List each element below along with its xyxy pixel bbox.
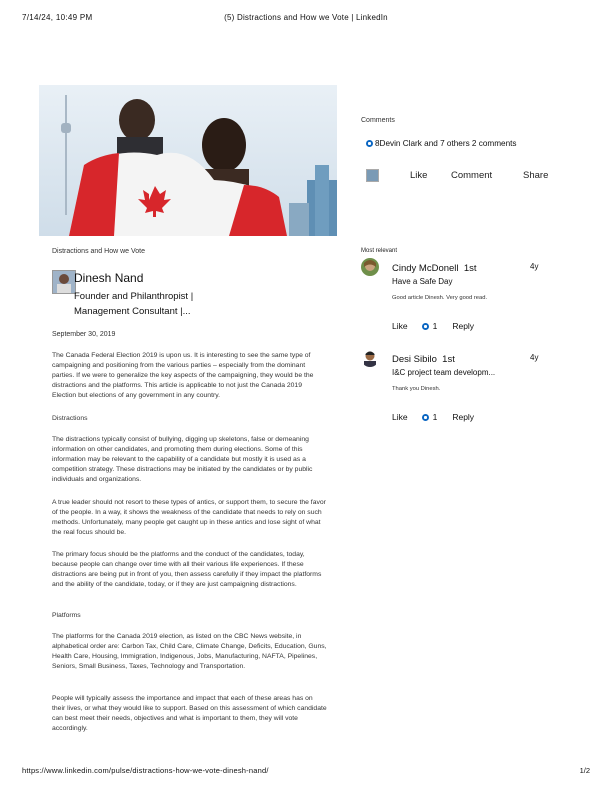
reactions-text[interactable]: 8Devin Clark and 7 others 2 comments	[375, 139, 517, 148]
article-paragraph: The distractions typically consist of bullying, digging up skeletons, false or demeaning information on other candidates, and promoting them during elections. Some of this information may be relevant to the capability of a candidate but mostly it is used as a competition strategy. These distractions may be initiated by the candidates or by public individuals and organizations.	[52, 436, 313, 483]
comment-actions	[392, 412, 474, 422]
comment-text: Thank you Dinesh.	[392, 386, 441, 392]
reply-button[interactable]: Reply	[452, 321, 475, 331]
author-name[interactable]: Dinesh Nand	[74, 271, 144, 285]
share-button[interactable]: Share	[523, 170, 549, 181]
comments-heading: Comments	[361, 117, 395, 124]
comment-sort-dropdown[interactable]: Most relevant	[361, 248, 398, 254]
connection-degree: 1st	[442, 354, 455, 365]
commenter-name[interactable]	[392, 263, 477, 274]
comment-button[interactable]: Comment	[451, 170, 493, 181]
author-avatar[interactable]	[52, 270, 76, 294]
like-reaction-icon	[422, 414, 429, 421]
author-headline-line: Management Consultant |...	[74, 306, 191, 317]
article-paragraph: People will typically assess the importance and impact that each of these areas has on their lives, or what they would like to support. Based on this assessment of which candidate can best meet their needs, objectives and what is important to them, they will vote accordingly.	[52, 695, 327, 732]
comment-actions	[392, 321, 474, 331]
cover-photo-graphic	[39, 85, 337, 236]
article-paragraph: The Canada Federal Election 2019 is upon us. It is interesting to see the same type of campaigning and positioning from the various parties – especially from the dominant parties. If we were to generalize the key aspects of the campaigning, they would be the distractions and the platforms. This article is applicable to not just the Canada 2019 Election but elections of any government in any country.	[52, 352, 314, 399]
article-title: Distractions and How we Vote	[52, 248, 145, 255]
comment-time: 4y	[530, 262, 539, 271]
print-page-title: (5) Distractions and How we Vote | LinkedIn	[224, 13, 388, 22]
like-reaction-icon	[422, 323, 429, 330]
connection-degree: 1st	[463, 263, 477, 274]
like-button[interactable]: Like	[410, 170, 428, 181]
author-headline	[74, 289, 244, 319]
commenter-name-text[interactable]: Desi Sibilo	[392, 354, 437, 365]
user-avatar-icon	[53, 271, 75, 293]
commenter-headline: Have a Safe Day	[392, 277, 453, 286]
commenter-avatar[interactable]	[361, 349, 379, 367]
commenter-headline: I&C project team developm...	[392, 368, 496, 377]
section-heading: Platforms	[52, 612, 81, 619]
commenter-name-text[interactable]: Cindy McDonell	[392, 263, 459, 274]
commenter-name[interactable]	[392, 354, 455, 365]
commenter-avatar[interactable]	[361, 258, 379, 276]
print-date: 7/14/24, 10:49 PM	[22, 13, 93, 22]
user-avatar-icon	[361, 349, 379, 367]
comment-time: 4y	[530, 353, 539, 362]
like-reaction-icon	[366, 140, 373, 147]
article-paragraph: A true leader should not resort to these types of antics, or support them, to secure the favor of the people. In a way, it shows the weakness of the candidate that needs to rely on such methods. Unfortunately, many people get caught up in these antics and lose sight of what the real focus should be.	[52, 499, 326, 536]
article-paragraph: The primary focus should be the platforms and the conduct of the candidates, today, because people can change over time with all their various life experiences. If these distractions are being put in front of you, then assess carefully if they impact the platforms and the ability of the candidate, today, or if they are just campaigning distractions.	[52, 551, 322, 588]
comment-like-button[interactable]: Like	[392, 321, 408, 331]
social-action-bar	[366, 169, 586, 183]
comment-like-count[interactable]: 1	[432, 321, 438, 331]
section-heading: Distractions	[52, 415, 88, 422]
comment-text: Good article Dinesh. Very good read.	[392, 295, 488, 301]
author-headline-line: Founder and Philanthropist |	[74, 291, 194, 302]
reactions-summary[interactable]	[366, 139, 517, 148]
user-avatar-icon[interactable]	[366, 169, 379, 182]
print-page-number: 1/2	[579, 766, 590, 775]
comment-like-count[interactable]: 1	[432, 412, 438, 422]
user-avatar-icon	[361, 258, 379, 276]
article-cover-image	[39, 85, 337, 236]
comment-like-button[interactable]: Like	[392, 412, 408, 422]
print-url: https://www.linkedin.com/pulse/distractions-how-we-vote-dinesh-nand/	[22, 766, 269, 775]
publish-date: September 30, 2019	[52, 331, 116, 338]
article-paragraph: The platforms for the Canada 2019 election, as listed on the CBC News website, in alphabetical order are: Carbon Tax, Child Care, Climate Change, Deficits, Education, Guns, Health Care, Housing, Immigration, Indigenous, Jobs, Manufacturing, NAFTA, Pipelines, Seniors, Small Business, Taxes, Technology and Transportation.	[52, 633, 327, 670]
reply-button[interactable]: Reply	[452, 412, 475, 422]
